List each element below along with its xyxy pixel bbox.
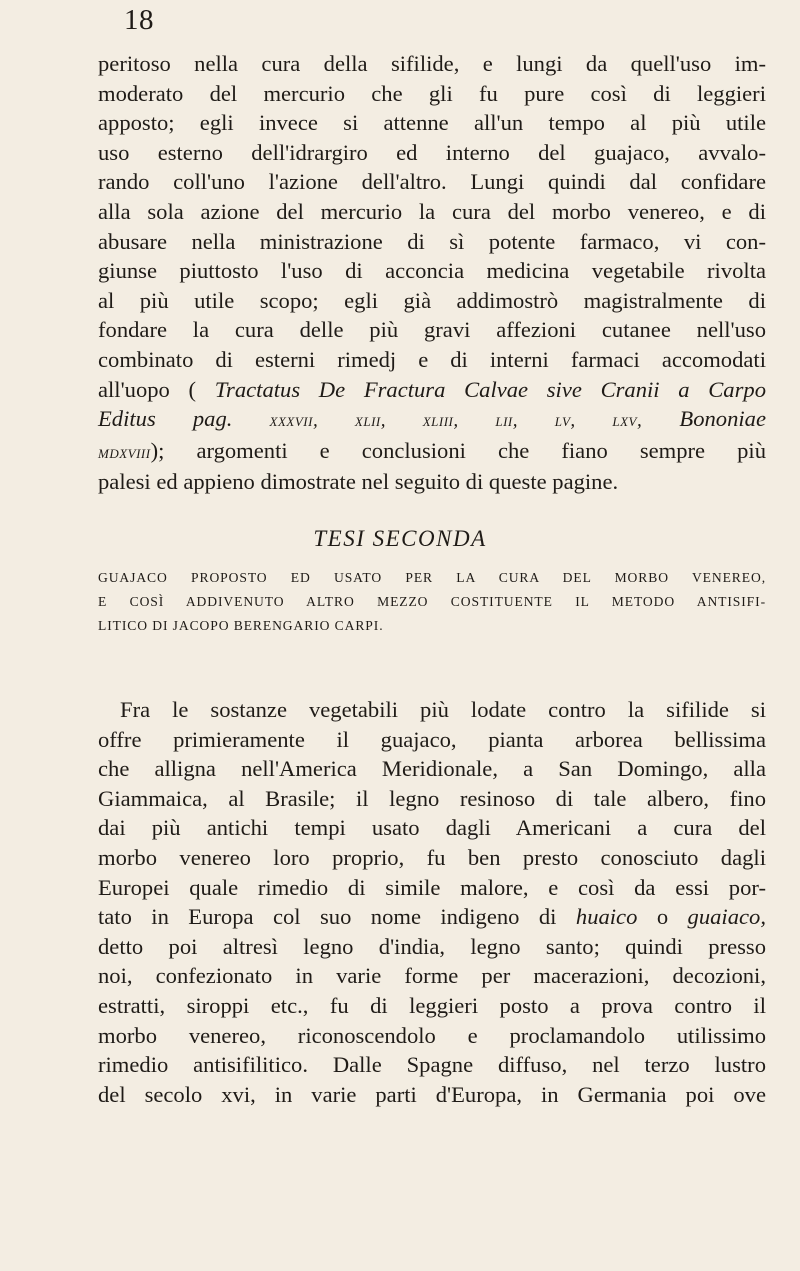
text-line: Europei quale rimedio di simile malore, e così da essi por- [98,874,766,900]
text-line-with-terms [98,902,766,932]
text-line: uso esterno dell'idrargiro ed interno del guajaco, avvalo- [98,139,766,165]
citation-pages: xxxvii, xlii, xliii, lii, lv, lxv, [269,410,643,432]
citation-editus: Editus pag. [98,406,233,432]
text-line: noi, confezionato in varie forme per macerazioni, decozioni, [98,963,766,989]
text-line: palesi ed appieno dimostrate nel seguito di queste pagine. [98,469,619,495]
paragraph-guajaco [98,695,766,1109]
line-text: tato in Europa col suo nome indigeno di [98,904,557,930]
citation-tail: ); argomenti e conclusioni che fiano sempre più [150,437,766,463]
text-line: moderato del mercurio che gli fu pure così di leggieri [98,80,766,106]
text-line: combinato di esterni rimedj e di interni farmaci accomodati [98,346,766,372]
text-line: del secolo xvi, in varie parti d'Europa, in Germania poi ove [98,1081,766,1107]
subheading-line: LITICO DI JACOPO BERENGARIO CARPI. [98,618,384,633]
text-line: abusare nella ministrazione di sì potente farmaco, vi con- [98,228,766,254]
conjunction: o [656,904,669,930]
citation-line-3 [98,436,766,468]
text-line: fondare la cura delle più gravi affezioni cutanee nell'uso [98,317,766,343]
text-line: Giammaica, al Brasile; il legno resinoso di tale albero, fino [98,785,766,811]
text-line: morbo venereo, riconoscendolo e proclamandolo utilissimo [98,1022,766,1048]
paragraph-intro [98,49,766,497]
citation-year: mdxviii [98,441,151,463]
text-line: alla sola azione del mercurio la cura del morbo venereo, e di [98,198,766,224]
term-huaico: huaico [575,904,638,930]
text-line: che alligna nell'America Meridionale, a San Domingo, alla [98,756,766,782]
text-line: peritoso nella cura della sifilide, e lungi da quell'uso im- [98,51,766,76]
text-line: detto poi altresì legno d'india, legno santo; quindi presso [98,933,766,959]
citation-lead: all'uopo ( [98,376,197,402]
citation-line-2 [98,404,766,436]
citation-title: Tractatus De Fractura Calvae sive Cranii a Carpo [214,376,766,402]
page-number: 18 [124,4,154,36]
text-line: estratti, siroppi etc., fu di leggieri posto a prova contro il [98,992,766,1018]
text-line: apposto; egli invece si attenne all'un tempo al più utile [98,110,766,136]
text-line: rando coll'uno l'azione dell'altro. Lungi quindi dal confidare [98,169,766,195]
text-line: Fra le sostanze vegetabili più lodate contro la sifilide si [120,697,766,722]
text-line: morbo venereo loro proprio, fu ben presto conosciuto dagli [98,844,766,870]
term-guaiaco: guaiaco, [687,904,766,930]
section-heading: TESI SECONDA [313,526,487,551]
citation-place: Bononiae [679,406,766,432]
text-line: al più utile scopo; egli già addimostrò magistralmente di [98,287,766,313]
subheading-line: E COSÌ ADDIVENUTO ALTRO MEZZO COSTITUENTE IL METODO ANTISIFI- [98,594,766,609]
text-line: offre primieramente il guajaco, pianta arborea bellissima [98,726,766,752]
citation-line-1 [98,375,766,405]
section-subheading [98,566,766,638]
subheading-line: GUAJACO PROPOSTO ED USATO PER LA CURA DEL MORBO VENEREO, [98,570,766,585]
text-line: giunse piuttosto l'uso di acconcia medicina vegetabile rivolta [98,258,766,284]
text-line: rimedio antisifilitico. Dalle Spagne diffuso, nel terzo lustro [98,1052,766,1078]
text-line: dai più antichi tempi usato dagli Americani a cura del [98,815,766,841]
